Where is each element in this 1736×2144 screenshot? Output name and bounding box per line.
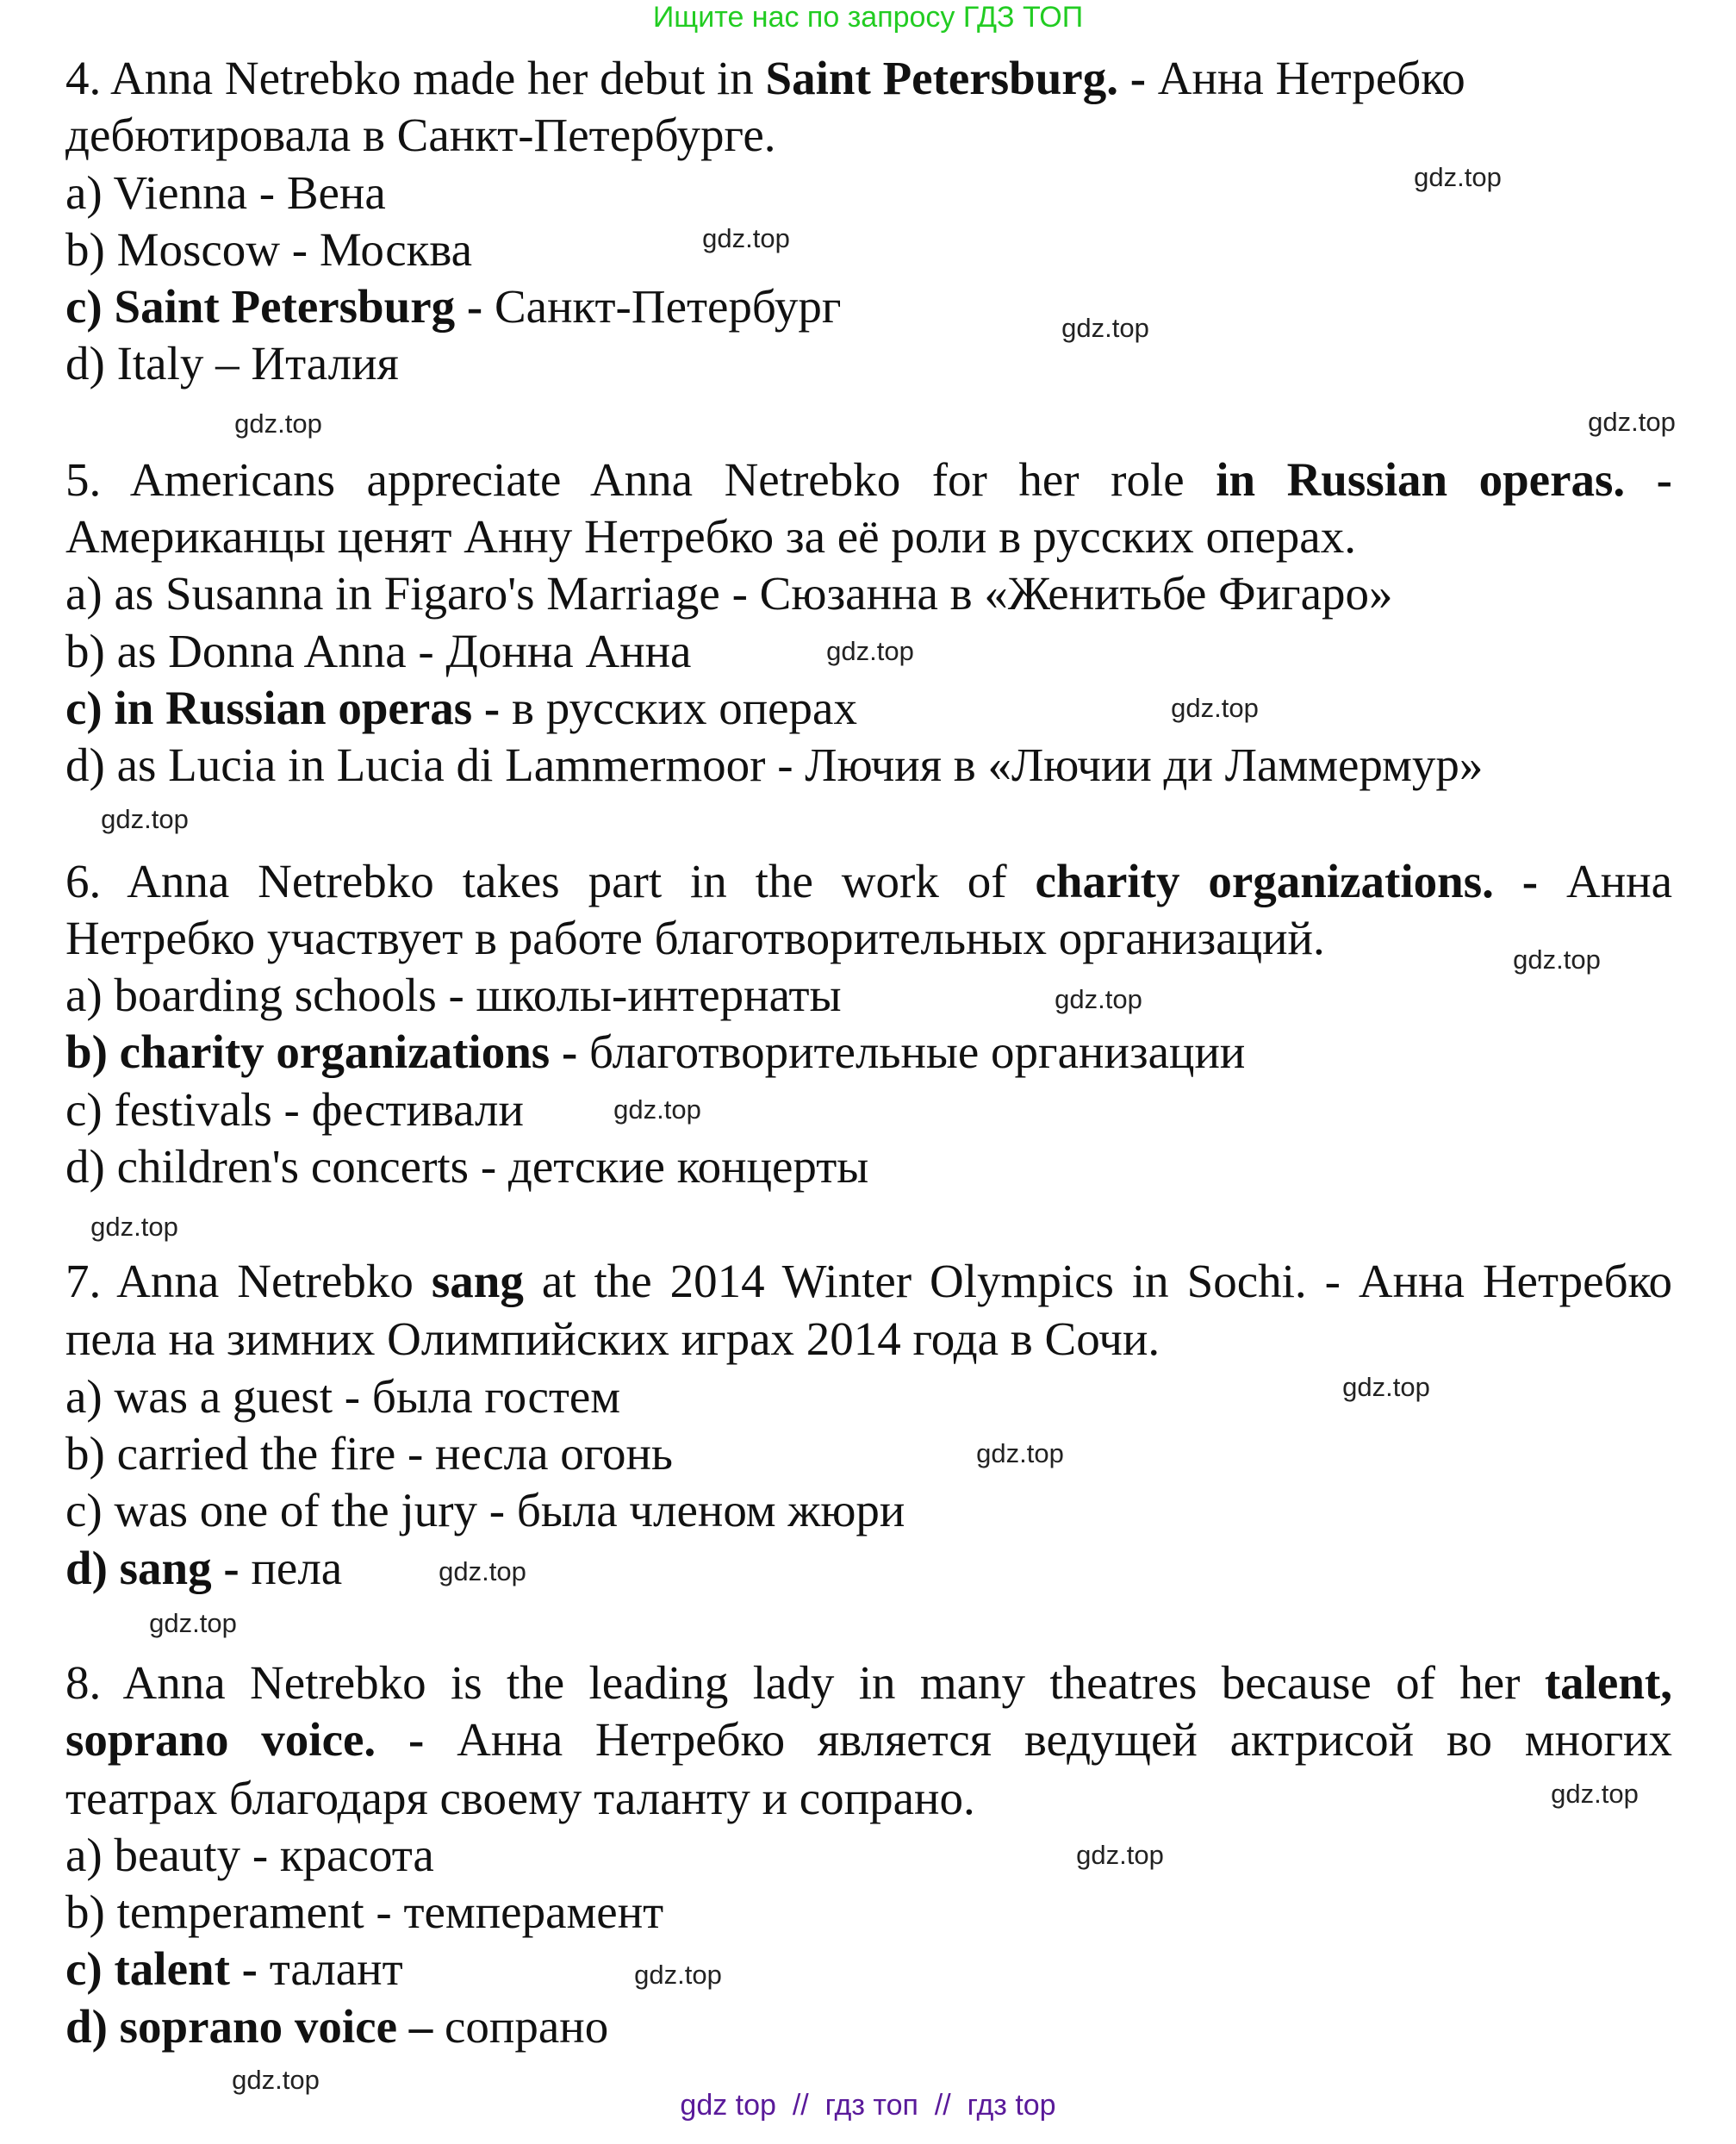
text: b) Moscow - Москва xyxy=(65,223,473,276)
text: сопрано xyxy=(432,2000,609,2053)
q7-answer-option xyxy=(65,1540,1672,1597)
bold-answer-text: Saint Petersburg. - xyxy=(765,52,1147,104)
q7-question-line xyxy=(65,1311,1672,1368)
text: 4. Anna Netrebko made her debut in xyxy=(65,52,766,104)
text: a) boarding schools - школы-интернаты xyxy=(65,969,842,1021)
bold-answer-text: c) in Russian operas - xyxy=(65,682,501,734)
text: пела на зимних Олимпийских играх 2014 года в Сочи. xyxy=(65,1312,1160,1365)
watermark: gdz.top xyxy=(702,223,790,253)
q7-answer-option xyxy=(65,1368,1672,1425)
q7-question-line xyxy=(65,1253,1672,1310)
text: a) as Susanna in Figaro's Marriage - Сюзанна в «Женитьбе Фигаро» xyxy=(65,567,1393,620)
text: Анна Нетребко является ведущей актрисой во многих xyxy=(424,1713,1672,1766)
bold-answer-text: d) sang - xyxy=(65,1542,240,1594)
bold-answer-text: sang xyxy=(431,1255,524,1307)
q8-question-line xyxy=(65,1711,1672,1768)
watermark: gdz.top xyxy=(234,408,322,439)
text: b) temperament - темперамент xyxy=(65,1885,664,1938)
text: b) carried the fire - несла огонь xyxy=(65,1427,673,1480)
text: 7. Anna Netrebko xyxy=(65,1255,432,1307)
text: c) was one of the jury - была членом жюри xyxy=(65,1484,905,1536)
watermark: gdz.top xyxy=(1171,693,1259,723)
text: a) Vienna - Вена xyxy=(65,166,386,219)
text: в русских операх xyxy=(500,682,857,734)
q8-answer-option xyxy=(65,1884,1672,1941)
bold-answer-text: talent, xyxy=(1544,1656,1672,1709)
text: a) beauty - красота xyxy=(65,1829,434,1881)
bold-answer-text: in Russian operas. - xyxy=(1216,453,1672,506)
q6-answer-option xyxy=(65,1081,1672,1138)
text: Американцы ценят Анну Нетребко за её роли в русских операх. xyxy=(65,510,1356,563)
q5-answer-option xyxy=(65,680,1672,737)
text: Анна Нетребко xyxy=(1146,52,1465,104)
q8-answer-option xyxy=(65,1998,1672,2055)
q4-answer-option xyxy=(65,335,1672,392)
text: b) as Donna Anna - Донна Анна xyxy=(65,625,692,677)
q8-question-line xyxy=(65,1655,1672,1711)
text: d) Italy – Италия xyxy=(65,337,399,390)
q8-question-line xyxy=(65,1770,1672,1827)
text: d) children's concerts - детские концерты xyxy=(65,1140,869,1193)
text: c) festivals - фестивали xyxy=(65,1083,524,1136)
q4-answer-option xyxy=(65,278,1672,335)
watermark: gdz.top xyxy=(149,1608,237,1638)
watermark: gdz.top xyxy=(1588,407,1676,437)
watermark: gdz.top xyxy=(101,804,189,834)
watermark: gdz.top xyxy=(976,1438,1064,1468)
q5-answer-option xyxy=(65,565,1672,622)
q4-question-line xyxy=(65,107,1672,164)
watermark: gdz.top xyxy=(232,2065,320,2095)
q6-question-line xyxy=(65,853,1672,910)
q5-question-line xyxy=(65,508,1672,565)
watermark: gdz.top xyxy=(613,1094,701,1125)
watermark: gdz.top xyxy=(1342,1372,1430,1402)
text: Санкт-Петербург xyxy=(482,280,842,333)
watermark: gdz.top xyxy=(1513,944,1601,975)
q8-answer-option xyxy=(65,1941,1672,1998)
watermark: gdz.top xyxy=(826,636,914,666)
q4-question-line xyxy=(65,50,1672,107)
watermark: gdz.top xyxy=(1551,1779,1639,1809)
watermark: gdz.top xyxy=(1061,313,1149,343)
q6-answer-option xyxy=(65,1138,1672,1195)
watermark: gdz.top xyxy=(634,1960,722,1990)
watermark: gdz.top xyxy=(90,1212,178,1242)
q5-question-line xyxy=(65,452,1672,508)
text: пела xyxy=(239,1542,343,1594)
text: d) as Lucia in Lucia di Lammermoor - Лючия в «Лючии ди Ламмермур» xyxy=(65,739,1484,791)
watermark: gdz.top xyxy=(1055,984,1142,1014)
text: дебютировала в Санкт-Петербурге. xyxy=(65,109,776,161)
bold-answer-text: c) talent - xyxy=(65,1942,258,1995)
text: 6. Anna Netrebko takes part in the work of xyxy=(65,855,1036,907)
watermark: gdz.top xyxy=(1076,1840,1164,1870)
header-banner: Ищите нас по запросу ГДЗ ТОП xyxy=(652,1,1084,34)
q6-question-line xyxy=(65,910,1672,967)
watermark: gdz.top xyxy=(1414,162,1502,192)
bold-answer-text: b) charity organizations - xyxy=(65,1025,578,1078)
text: 5. Americans appreciate Anna Netrebko for her role xyxy=(65,453,1216,506)
text: Анна xyxy=(1538,855,1672,907)
q5-answer-option xyxy=(65,737,1672,794)
q6-answer-option xyxy=(65,967,1672,1024)
text: a) was a guest - была гостем xyxy=(65,1370,621,1423)
text: Нетребко участвует в работе благотворительных организаций. xyxy=(65,912,1325,964)
q6-answer-option xyxy=(65,1024,1672,1081)
bold-answer-text: c) Saint Petersburg - xyxy=(65,280,483,333)
text: театрах благодаря своему таланту и сопрано. xyxy=(65,1772,975,1824)
text: at the 2014 Winter Olympics in Sochi. - Анна Нетребко xyxy=(523,1255,1672,1307)
text: талант xyxy=(257,1942,403,1995)
bold-answer-text: d) soprano voice – xyxy=(65,2000,433,2053)
bold-answer-text: charity organizations. - xyxy=(1035,855,1539,907)
text: 8. Anna Netrebko is the leading lady in many theatres because of her xyxy=(65,1656,1545,1709)
watermark: gdz.top xyxy=(439,1556,526,1586)
q8-answer-option xyxy=(65,1827,1672,1884)
q4-answer-option xyxy=(65,221,1672,278)
q7-answer-option xyxy=(65,1425,1672,1482)
footer-banner: gdz top // гдз топ // гдз top xyxy=(680,2089,1056,2122)
text: благотворительные организации xyxy=(577,1025,1246,1078)
q7-answer-option xyxy=(65,1482,1672,1539)
bold-answer-text: soprano voice. - xyxy=(65,1713,425,1766)
